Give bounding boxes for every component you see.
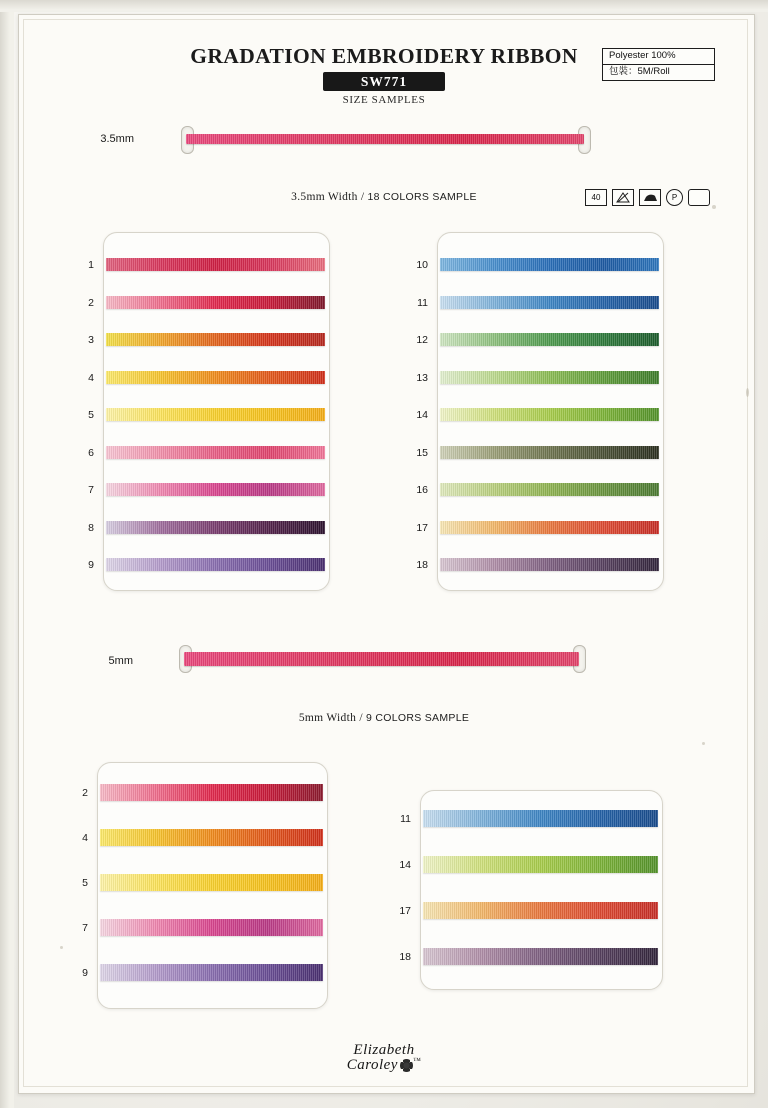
swatch-texture (423, 902, 658, 919)
brand-line-1: Elizabeth (353, 1042, 415, 1058)
swatch-texture (440, 558, 659, 571)
iron-glyph (643, 193, 658, 203)
swatch-number-label: 11 (417, 296, 428, 309)
swatch-texture (440, 408, 659, 421)
brand-logo (0, 1042, 768, 1074)
wash-40-icon: 40 (585, 189, 607, 206)
swatch-number-label: 18 (399, 951, 411, 963)
page-subtitle: SIZE SAMPLES (342, 94, 426, 106)
color-swatch (440, 333, 659, 346)
color-swatch (100, 919, 323, 936)
color-swatch (100, 964, 323, 981)
swatch-texture (440, 483, 659, 496)
color-swatch (106, 296, 325, 309)
swatch-texture (440, 296, 659, 309)
swatch-number-label: 4 (88, 371, 94, 384)
dry-clean-p-icon: P (666, 189, 683, 206)
trademark-mark: ™ (412, 1056, 422, 1065)
swatch-number-label: 17 (399, 905, 411, 917)
swatch-number-label: 14 (399, 859, 411, 871)
iron-icon (639, 189, 661, 206)
color-swatch (440, 296, 659, 309)
swatch-number-label: 3 (88, 334, 94, 346)
swatch-number-label: 5 (82, 877, 88, 889)
color-swatch (100, 784, 323, 801)
swatch-texture (106, 521, 325, 534)
flower-icon (400, 1059, 413, 1072)
color-swatch (106, 558, 325, 571)
color-swatch (106, 521, 325, 534)
swatch-number-label: 15 (416, 446, 428, 459)
swatch-texture (106, 446, 325, 459)
paper-edge-top (0, 0, 768, 12)
caption-colors-5mm: 9 COLORS SAMPLE (366, 712, 470, 724)
color-swatch (423, 948, 658, 965)
triangle-glyph (616, 192, 630, 203)
care-icon-row (585, 189, 710, 206)
swatch-texture (106, 296, 325, 309)
color-swatch (106, 333, 325, 346)
color-swatch (423, 856, 658, 873)
swatch-texture (106, 258, 325, 271)
material-packaging: 包裝：5M/Roll (609, 65, 670, 77)
ribbon-sample-5mm (184, 652, 579, 666)
ribbon-sample-3-5mm (186, 134, 584, 144)
color-swatch (440, 446, 659, 459)
swatch-texture (440, 521, 659, 534)
swatch-texture (100, 964, 323, 981)
ribbon-texture (186, 134, 584, 144)
swatch-number-label: 12 (416, 334, 428, 346)
caption-size-5mm: 5mm Width / (298, 712, 363, 724)
swatch-number-label: 11 (400, 813, 411, 825)
swatch-number-label: 7 (82, 922, 88, 934)
caption-size-3-5mm: 3.5mm Width / (291, 191, 365, 203)
swatch-texture (100, 784, 323, 801)
color-swatch (100, 874, 323, 891)
swatch-number-label: 8 (88, 521, 94, 534)
swatch-number-label: 6 (88, 446, 94, 459)
swatch-texture (440, 333, 659, 346)
swatch-texture (106, 558, 325, 571)
color-swatch (423, 810, 658, 827)
swatch-texture (100, 829, 323, 846)
swatch-texture (440, 371, 659, 384)
brand-line-2: Caroley (346, 1057, 398, 1073)
swatch-texture (423, 948, 658, 965)
swatch-number-label: 18 (416, 559, 428, 571)
swatch-texture (106, 333, 325, 346)
ribbon-texture (184, 652, 579, 666)
swatch-number-label: 2 (88, 296, 94, 309)
swatch-texture (106, 371, 325, 384)
color-swatch (106, 408, 325, 421)
color-swatch (106, 371, 325, 384)
swatch-texture (106, 408, 325, 421)
swatch-texture (423, 856, 658, 873)
color-swatch (106, 483, 325, 496)
no-bleach-triangle-icon (612, 189, 634, 206)
color-swatch (106, 446, 325, 459)
color-swatch (106, 258, 325, 271)
material-info-box (602, 48, 715, 81)
swatch-number-label: 14 (416, 409, 428, 421)
swatch-number-label: 7 (88, 484, 94, 496)
color-swatch (440, 558, 659, 571)
color-swatch (423, 902, 658, 919)
swatch-number-label: 5 (88, 409, 94, 421)
product-code-badge (323, 72, 445, 91)
material-composition: Polyester 100% (603, 49, 714, 65)
scan-speck (702, 742, 705, 745)
swatch-texture (440, 446, 659, 459)
swatch-texture (106, 483, 325, 496)
swatch-texture (440, 258, 659, 271)
scan-speck (60, 946, 63, 949)
product-code: SW771 (360, 73, 408, 89)
swatch-texture (423, 810, 658, 827)
scan-speck (712, 205, 716, 209)
tumble-dry-icon (688, 189, 710, 206)
paper-edge-left (0, 0, 14, 1108)
strip-label-5mm: 5mm (108, 655, 133, 667)
swatch-number-label: 2 (82, 787, 88, 799)
color-swatch (440, 521, 659, 534)
color-swatch (440, 408, 659, 421)
swatch-number-label: 13 (416, 371, 428, 384)
swatch-texture (100, 919, 323, 936)
caption-colors-3-5mm: 18 COLORS SAMPLE (367, 191, 477, 203)
swatch-number-label: 4 (82, 832, 88, 844)
swatch-number-label: 17 (416, 521, 428, 534)
swatch-number-label: 9 (82, 967, 88, 979)
page-title: GRADATION EMBROIDERY RIBBON (190, 44, 578, 68)
scan-speck (746, 388, 749, 397)
swatch-number-label: 1 (88, 259, 94, 271)
swatch-texture (100, 874, 323, 891)
color-swatch (440, 483, 659, 496)
swatch-number-label: 9 (88, 559, 94, 571)
color-swatch (440, 258, 659, 271)
strip-label-3-5mm: 3.5mm (100, 133, 134, 145)
caption-5mm (0, 712, 768, 724)
swatch-number-label: 10 (416, 259, 428, 271)
swatch-number-label: 16 (416, 484, 428, 496)
color-swatch (440, 371, 659, 384)
color-swatch (100, 829, 323, 846)
